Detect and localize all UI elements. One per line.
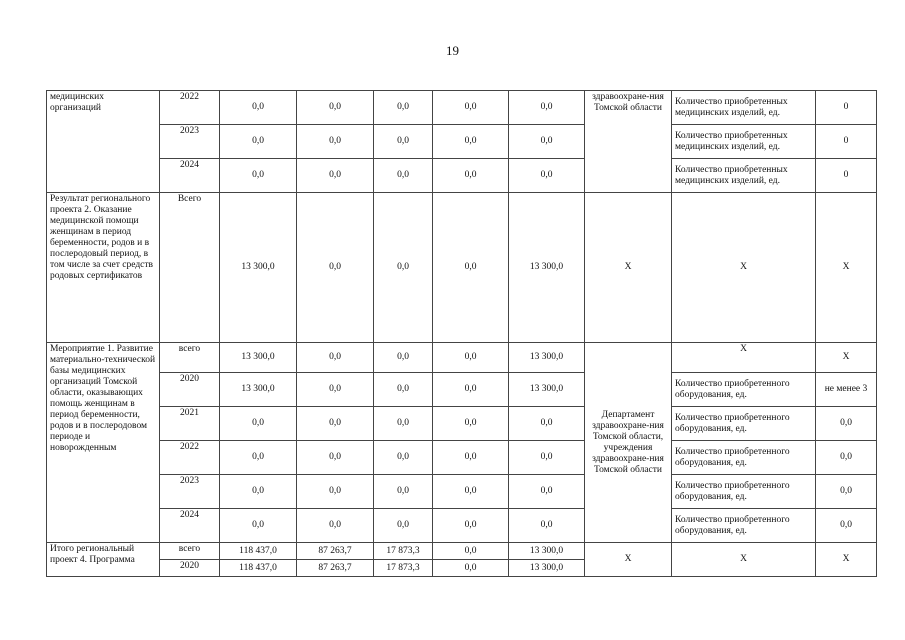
target-cell: не менее 3 — [816, 373, 877, 407]
indicator-cell: Количество приобретенного оборудования, ед. — [672, 509, 816, 543]
target-cell: X — [816, 193, 877, 343]
value-cell: 0,0 — [509, 441, 585, 475]
indicator-cell: Количество приобретенных медицинских изделий, ед. — [672, 91, 816, 125]
value-cell: 0,0 — [509, 159, 585, 193]
value-cell: 118 437,0 — [220, 543, 297, 560]
year-cell: 2023 — [160, 125, 220, 159]
indicator-cell: Количество приобретенных медицинских изделий, ед. — [672, 159, 816, 193]
target-cell: 0 — [816, 125, 877, 159]
value-cell: 0,0 — [509, 91, 585, 125]
value-cell: 0,0 — [297, 407, 374, 441]
value-cell: 0,0 — [297, 373, 374, 407]
value-cell: 0,0 — [220, 159, 297, 193]
value-cell: 0,0 — [374, 509, 433, 543]
value-cell: 0,0 — [297, 475, 374, 509]
value-cell: 0,0 — [297, 125, 374, 159]
table-row — [47, 407, 877, 441]
value-cell: 0,0 — [433, 475, 509, 509]
value-cell: 13 300,0 — [220, 373, 297, 407]
value-cell: 0,0 — [374, 159, 433, 193]
year-cell: всего — [160, 543, 220, 560]
value-cell: 0,0 — [509, 475, 585, 509]
target-cell: 0,0 — [816, 475, 877, 509]
value-cell: 0,0 — [220, 509, 297, 543]
value-cell: 0,0 — [433, 560, 509, 577]
value-cell: 0,0 — [433, 159, 509, 193]
value-cell: 0,0 — [433, 193, 509, 343]
value-cell: 0,0 — [433, 343, 509, 373]
table-row — [47, 373, 877, 407]
indicator-cell: X — [672, 543, 816, 577]
value-cell: 0,0 — [297, 343, 374, 373]
indicator-cell: Количество приобретенного оборудования, ед. — [672, 441, 816, 475]
value-cell: 0,0 — [374, 193, 433, 343]
target-cell: 0 — [816, 91, 877, 125]
indicator-cell: Количество приобретенного оборудования, ед. — [672, 373, 816, 407]
value-cell: 13 300,0 — [509, 193, 585, 343]
value-cell: 0,0 — [433, 125, 509, 159]
value-cell: 0,0 — [297, 509, 374, 543]
year-cell: 2024 — [160, 509, 220, 543]
value-cell: 0,0 — [297, 441, 374, 475]
year-cell: 2024 — [160, 159, 220, 193]
value-cell: 0,0 — [433, 91, 509, 125]
value-cell: 0,0 — [297, 159, 374, 193]
table-row — [47, 193, 877, 343]
value-cell: 13 300,0 — [220, 193, 297, 343]
page-number: 19 — [446, 43, 459, 58]
value-cell: 0,0 — [374, 125, 433, 159]
value-cell: 0,0 — [297, 193, 374, 343]
year-cell: 2021 — [160, 407, 220, 441]
table-row — [47, 441, 877, 475]
indicator-cell: Количество приобретенного оборудования, ед. — [672, 475, 816, 509]
value-cell: 13 300,0 — [220, 343, 297, 373]
year-cell: Всего — [160, 193, 220, 343]
value-cell: 0,0 — [374, 343, 433, 373]
target-cell: 0,0 — [816, 407, 877, 441]
value-cell: 87 263,7 — [297, 543, 374, 560]
value-cell: 0,0 — [220, 475, 297, 509]
indicator-cell: X — [672, 343, 816, 373]
total-name: Итого региональный проект 4. Программа — [47, 543, 160, 577]
value-cell: 0,0 — [220, 91, 297, 125]
value-cell: 0,0 — [509, 125, 585, 159]
table-row — [47, 543, 877, 560]
value-cell: 13 300,0 — [509, 343, 585, 373]
table-row — [47, 125, 877, 159]
target-cell: 0,0 — [816, 441, 877, 475]
value-cell: 0,0 — [220, 407, 297, 441]
block1-name: медицинских организаций — [47, 91, 160, 193]
target-cell: X — [816, 543, 877, 577]
value-cell: 0,0 — [433, 543, 509, 560]
result2-name: Результат регионального проекта 2. Оказание медицинской помощи женщинам в период беременности, родов и в послеродовый период, в том числе за счет средств родовых сертификатов — [47, 193, 160, 343]
table-row — [47, 475, 877, 509]
value-cell: 0,0 — [433, 407, 509, 441]
year-cell: 2023 — [160, 475, 220, 509]
table-row — [47, 159, 877, 193]
target-cell: 0,0 — [816, 509, 877, 543]
target-cell: X — [816, 343, 877, 373]
value-cell: 13 300,0 — [509, 560, 585, 577]
value-cell: 0,0 — [374, 407, 433, 441]
program-table — [46, 90, 877, 577]
value-cell: 13 300,0 — [509, 373, 585, 407]
table-row — [47, 91, 877, 125]
executor-cell: Департамент здравоохране-ния Томской области, учреждения здравоохране-ния Томской области — [585, 343, 672, 543]
indicator-cell: Количество приобретенных медицинских изделий, ед. — [672, 125, 816, 159]
value-cell: 87 263,7 — [297, 560, 374, 577]
value-cell: 0,0 — [374, 91, 433, 125]
year-cell: 2020 — [160, 560, 220, 577]
year-cell: всего — [160, 343, 220, 373]
value-cell: 17 873,3 — [374, 543, 433, 560]
value-cell: 0,0 — [433, 373, 509, 407]
table-row — [47, 509, 877, 543]
value-cell: 0,0 — [433, 441, 509, 475]
value-cell: 0,0 — [374, 373, 433, 407]
value-cell: 0,0 — [509, 407, 585, 441]
year-cell: 2022 — [160, 441, 220, 475]
value-cell: 0,0 — [374, 441, 433, 475]
year-cell: 2022 — [160, 91, 220, 125]
value-cell: 13 300,0 — [509, 543, 585, 560]
year-cell: 2020 — [160, 373, 220, 407]
indicator-cell: X — [672, 193, 816, 343]
value-cell: 0,0 — [297, 91, 374, 125]
value-cell: 0,0 — [220, 125, 297, 159]
value-cell: 0,0 — [509, 509, 585, 543]
executor-cell: X — [585, 543, 672, 577]
value-cell: 17 873,3 — [374, 560, 433, 577]
measure1-name: Мероприятие 1. Развитие материально-технической базы медицинских организаций Томской области, оказывающих помощь женщинам в период беременности, родов и в послеродовом периоде и новорожденным — [47, 343, 160, 543]
value-cell: 118 437,0 — [220, 560, 297, 577]
value-cell: 0,0 — [433, 509, 509, 543]
table-row — [47, 343, 877, 373]
value-cell: 0,0 — [220, 441, 297, 475]
executor-cell: здравоохране-ния Томской области — [585, 91, 672, 193]
target-cell: 0 — [816, 159, 877, 193]
value-cell: 0,0 — [374, 475, 433, 509]
executor-cell: X — [585, 193, 672, 343]
indicator-cell: Количество приобретенного оборудования, ед. — [672, 407, 816, 441]
